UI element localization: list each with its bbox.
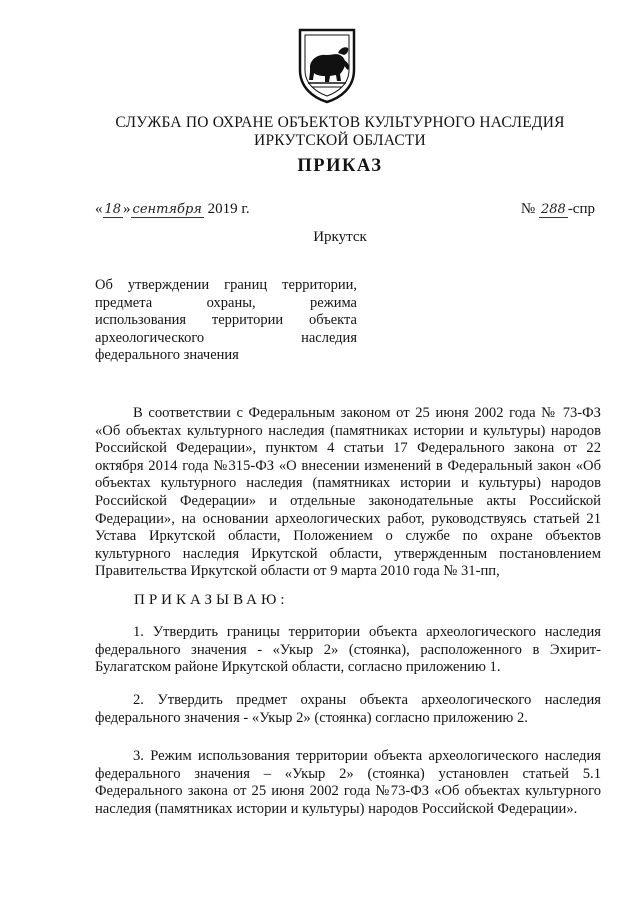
- number-prefix: №: [520, 201, 536, 217]
- document-number: [521, 201, 595, 218]
- date-day: 18: [104, 202, 122, 217]
- subject-line: Об утверждении границ территории,: [95, 277, 357, 293]
- document-city: Иркутск: [313, 229, 367, 245]
- organization-line-2: ИРКУТСКОЙ ОБЛАСТИ: [254, 132, 426, 149]
- document-title: ПРИКАЗ: [297, 156, 383, 176]
- subject-line: предмета охраны, режима: [95, 294, 357, 311]
- date-month: сентября: [132, 202, 202, 217]
- coat-of-arms-icon: [296, 26, 358, 104]
- subject-line: использования территории объекта: [95, 312, 357, 329]
- date-close-quote: »: [123, 201, 131, 217]
- organization-line-1: СЛУЖБА ПО ОХРАНЕ ОБЪЕКТОВ КУЛЬТУРНОГО НАСЛЕДИЯ: [115, 114, 565, 131]
- subject-line: федерального значения: [95, 347, 239, 364]
- order-word: ПРИКАЗЫВАЮ:: [134, 592, 289, 608]
- date-open-quote: «: [95, 201, 103, 217]
- document-subject: [95, 277, 357, 365]
- basis-paragraph: В соответствии с Федеральным законом от 25 июня 2002 года № 73-ФЗ «Об объектах культурного наследия (памятниках истории и культуры) народов Российской Федерации», пунктом 4 статьи 17 Федерального закона от 22 октября 2014 года №315-ФЗ «О внесении изменений в Федеральный закон «Об объектах культурного наследия (памятниках истории и культуры) народов Российской Федерации» и отдельные законодательные акты Российской Федерации», на основании археологических работ, руководствуясь статьей 21 Устава Иркутской области, Положением о службе по охране объектов культурного наследия Иркутской области, утвержденным постановлением Правительства Иркутской области от 9 марта 2010 года № 31-пп,: [95, 405, 601, 580]
- order-item-3: 3. Режим использования территории объекта археологического наследия федерального значения – «Укыр 2» (стоянка) установлен статьей 5.1 Федерального закона от 25 июня 2002 года №73-ФЗ «Об объектах культурного наследия (памятниках истории и культуры) народов Российской Федерации».: [95, 748, 601, 817]
- date-number-row: [95, 201, 595, 221]
- date-year: 2019 г.: [207, 201, 250, 217]
- order-item-1: 1. Утвердить границы территории объекта археологического наследия федерального значения - «Укыр 2» (стоянка), расположенного в Эхирит-Булагатском районе Иркутской области, согласно приложению 1.: [95, 624, 601, 676]
- subject-line: археологического наследия: [95, 329, 357, 346]
- number-value: 288: [540, 202, 566, 217]
- order-item-2: 2. Утвердить предмет охраны объекта археологического наследия федерального значения - «Укыр 2» (стоянка) согласно приложению 2.: [95, 692, 601, 726]
- number-suffix: -спр: [567, 201, 595, 217]
- document-date: [95, 201, 250, 218]
